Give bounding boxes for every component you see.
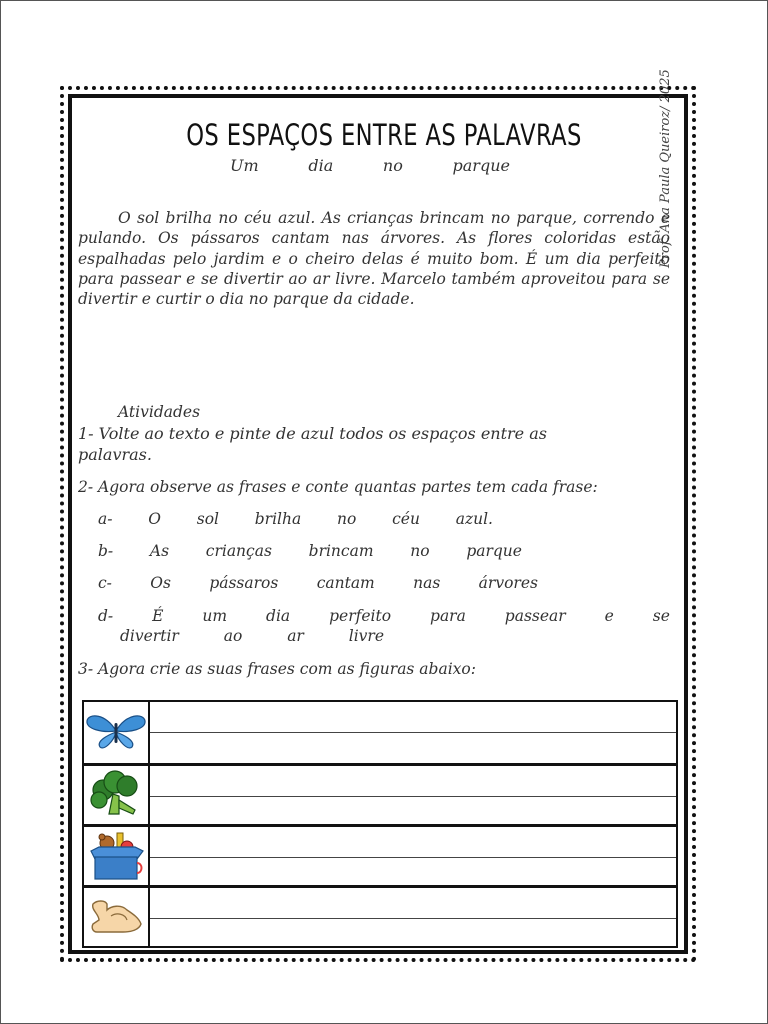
sentence-label: a- bbox=[98, 510, 113, 528]
subtitle-word: parque bbox=[452, 156, 510, 175]
subtitle-word: dia bbox=[308, 156, 334, 175]
sentence-word: O bbox=[148, 510, 161, 528]
broccoli-icon bbox=[89, 770, 143, 822]
writing-table bbox=[82, 700, 678, 948]
subtitle bbox=[230, 156, 510, 175]
figure-cell bbox=[84, 702, 150, 764]
writing-row bbox=[84, 824, 676, 886]
writing-row bbox=[84, 702, 676, 764]
arm-muscle-icon bbox=[87, 896, 145, 940]
sentence-word: ar bbox=[287, 627, 304, 645]
sentence-word: no bbox=[337, 510, 357, 528]
sentence-word: azul. bbox=[455, 510, 493, 528]
sentence-word: É bbox=[152, 607, 164, 625]
sentence-word: pássaros bbox=[209, 574, 279, 592]
sentence-word: passear bbox=[504, 607, 566, 625]
sentence-word: livre bbox=[348, 627, 384, 645]
sentence-word: e bbox=[604, 607, 614, 625]
text-line: brincam no parque, correndo e pulando. Os bbox=[78, 209, 670, 248]
text-line: cidade. bbox=[357, 290, 415, 309]
text-line: pássaros cantam nas árvores. As flores bbox=[190, 229, 533, 248]
figure-cell bbox=[84, 766, 150, 825]
sentence-word: se bbox=[652, 607, 670, 625]
writing-row bbox=[84, 763, 676, 825]
sentence-word: céu bbox=[392, 510, 420, 528]
sentence-d-continued bbox=[120, 627, 384, 645]
sentence-word: As bbox=[149, 542, 170, 560]
page-title: OS ESPAÇOS ENTRE AS PALAVRAS bbox=[186, 118, 582, 152]
writing-lines[interactable] bbox=[150, 766, 676, 825]
sentence-word: um bbox=[202, 607, 228, 625]
activities-heading: Atividades bbox=[118, 403, 201, 421]
sentence-word: ao bbox=[223, 627, 243, 645]
sentence-b bbox=[98, 542, 522, 560]
sentence-word: sol bbox=[196, 510, 219, 528]
text-line: divertir e curtir o dia no parque da bbox=[78, 290, 353, 309]
figure-cell bbox=[84, 827, 150, 886]
sentence-label: b- bbox=[98, 542, 114, 560]
question-3: 3- Agora crie as suas frases com as figuras abaixo: bbox=[78, 660, 476, 678]
sentence-word: perfeito bbox=[329, 607, 392, 625]
sentence-word: brincam bbox=[308, 542, 374, 560]
subtitle-word: no bbox=[382, 156, 403, 175]
sentence-a bbox=[98, 510, 493, 528]
sentence-word: Os bbox=[150, 574, 171, 592]
sentence-word: crianças bbox=[205, 542, 272, 560]
toy-box-icon bbox=[87, 829, 145, 885]
butterfly-icon bbox=[84, 711, 148, 755]
writing-lines[interactable] bbox=[150, 888, 676, 947]
writing-row bbox=[84, 885, 676, 947]
text-line: livre. Marcelo também aproveitou para se bbox=[335, 269, 671, 288]
sentence-word: árvores bbox=[478, 574, 538, 592]
sentence-word: brilha bbox=[254, 510, 302, 528]
author-credit: Prof. Ana Paula Queiroz/ 2025 bbox=[658, 69, 673, 268]
sentence-word: cantam bbox=[316, 574, 375, 592]
sentence-label: d- bbox=[98, 607, 114, 625]
sentence-word: no bbox=[410, 542, 430, 560]
sentence-c bbox=[98, 574, 538, 592]
text-line: coloridas estão espalhadas pelo jardim e o bbox=[78, 229, 670, 268]
question-1-line2: palavras. bbox=[78, 445, 152, 464]
sentence-word: dia bbox=[266, 607, 291, 625]
sentence-d bbox=[98, 607, 670, 625]
writing-lines[interactable] bbox=[150, 827, 676, 886]
subtitle-word: Um bbox=[230, 156, 259, 175]
reading-text bbox=[78, 208, 670, 309]
text-line: O sol brilha no céu azul. As crianças bbox=[118, 209, 414, 227]
sentence-word: parque bbox=[466, 542, 522, 560]
sentence-word: divertir bbox=[120, 627, 179, 645]
figure-cell bbox=[84, 888, 150, 947]
text-line: perfeito para passear e se divertir ao ar bbox=[78, 249, 670, 288]
text-line: cheiro delas é muito bom. É um dia bbox=[305, 249, 601, 268]
writing-lines[interactable] bbox=[150, 702, 676, 764]
sentence-word: para bbox=[430, 607, 466, 625]
question-1-line1: 1- Volte ao texto e pinte de azul todos os espaços entre as bbox=[78, 424, 547, 443]
sentence-label: c- bbox=[98, 574, 112, 592]
question-2: 2- Agora observe as frases e conte quantas partes tem cada frase: bbox=[78, 478, 598, 496]
sentence-word: nas bbox=[413, 574, 441, 592]
